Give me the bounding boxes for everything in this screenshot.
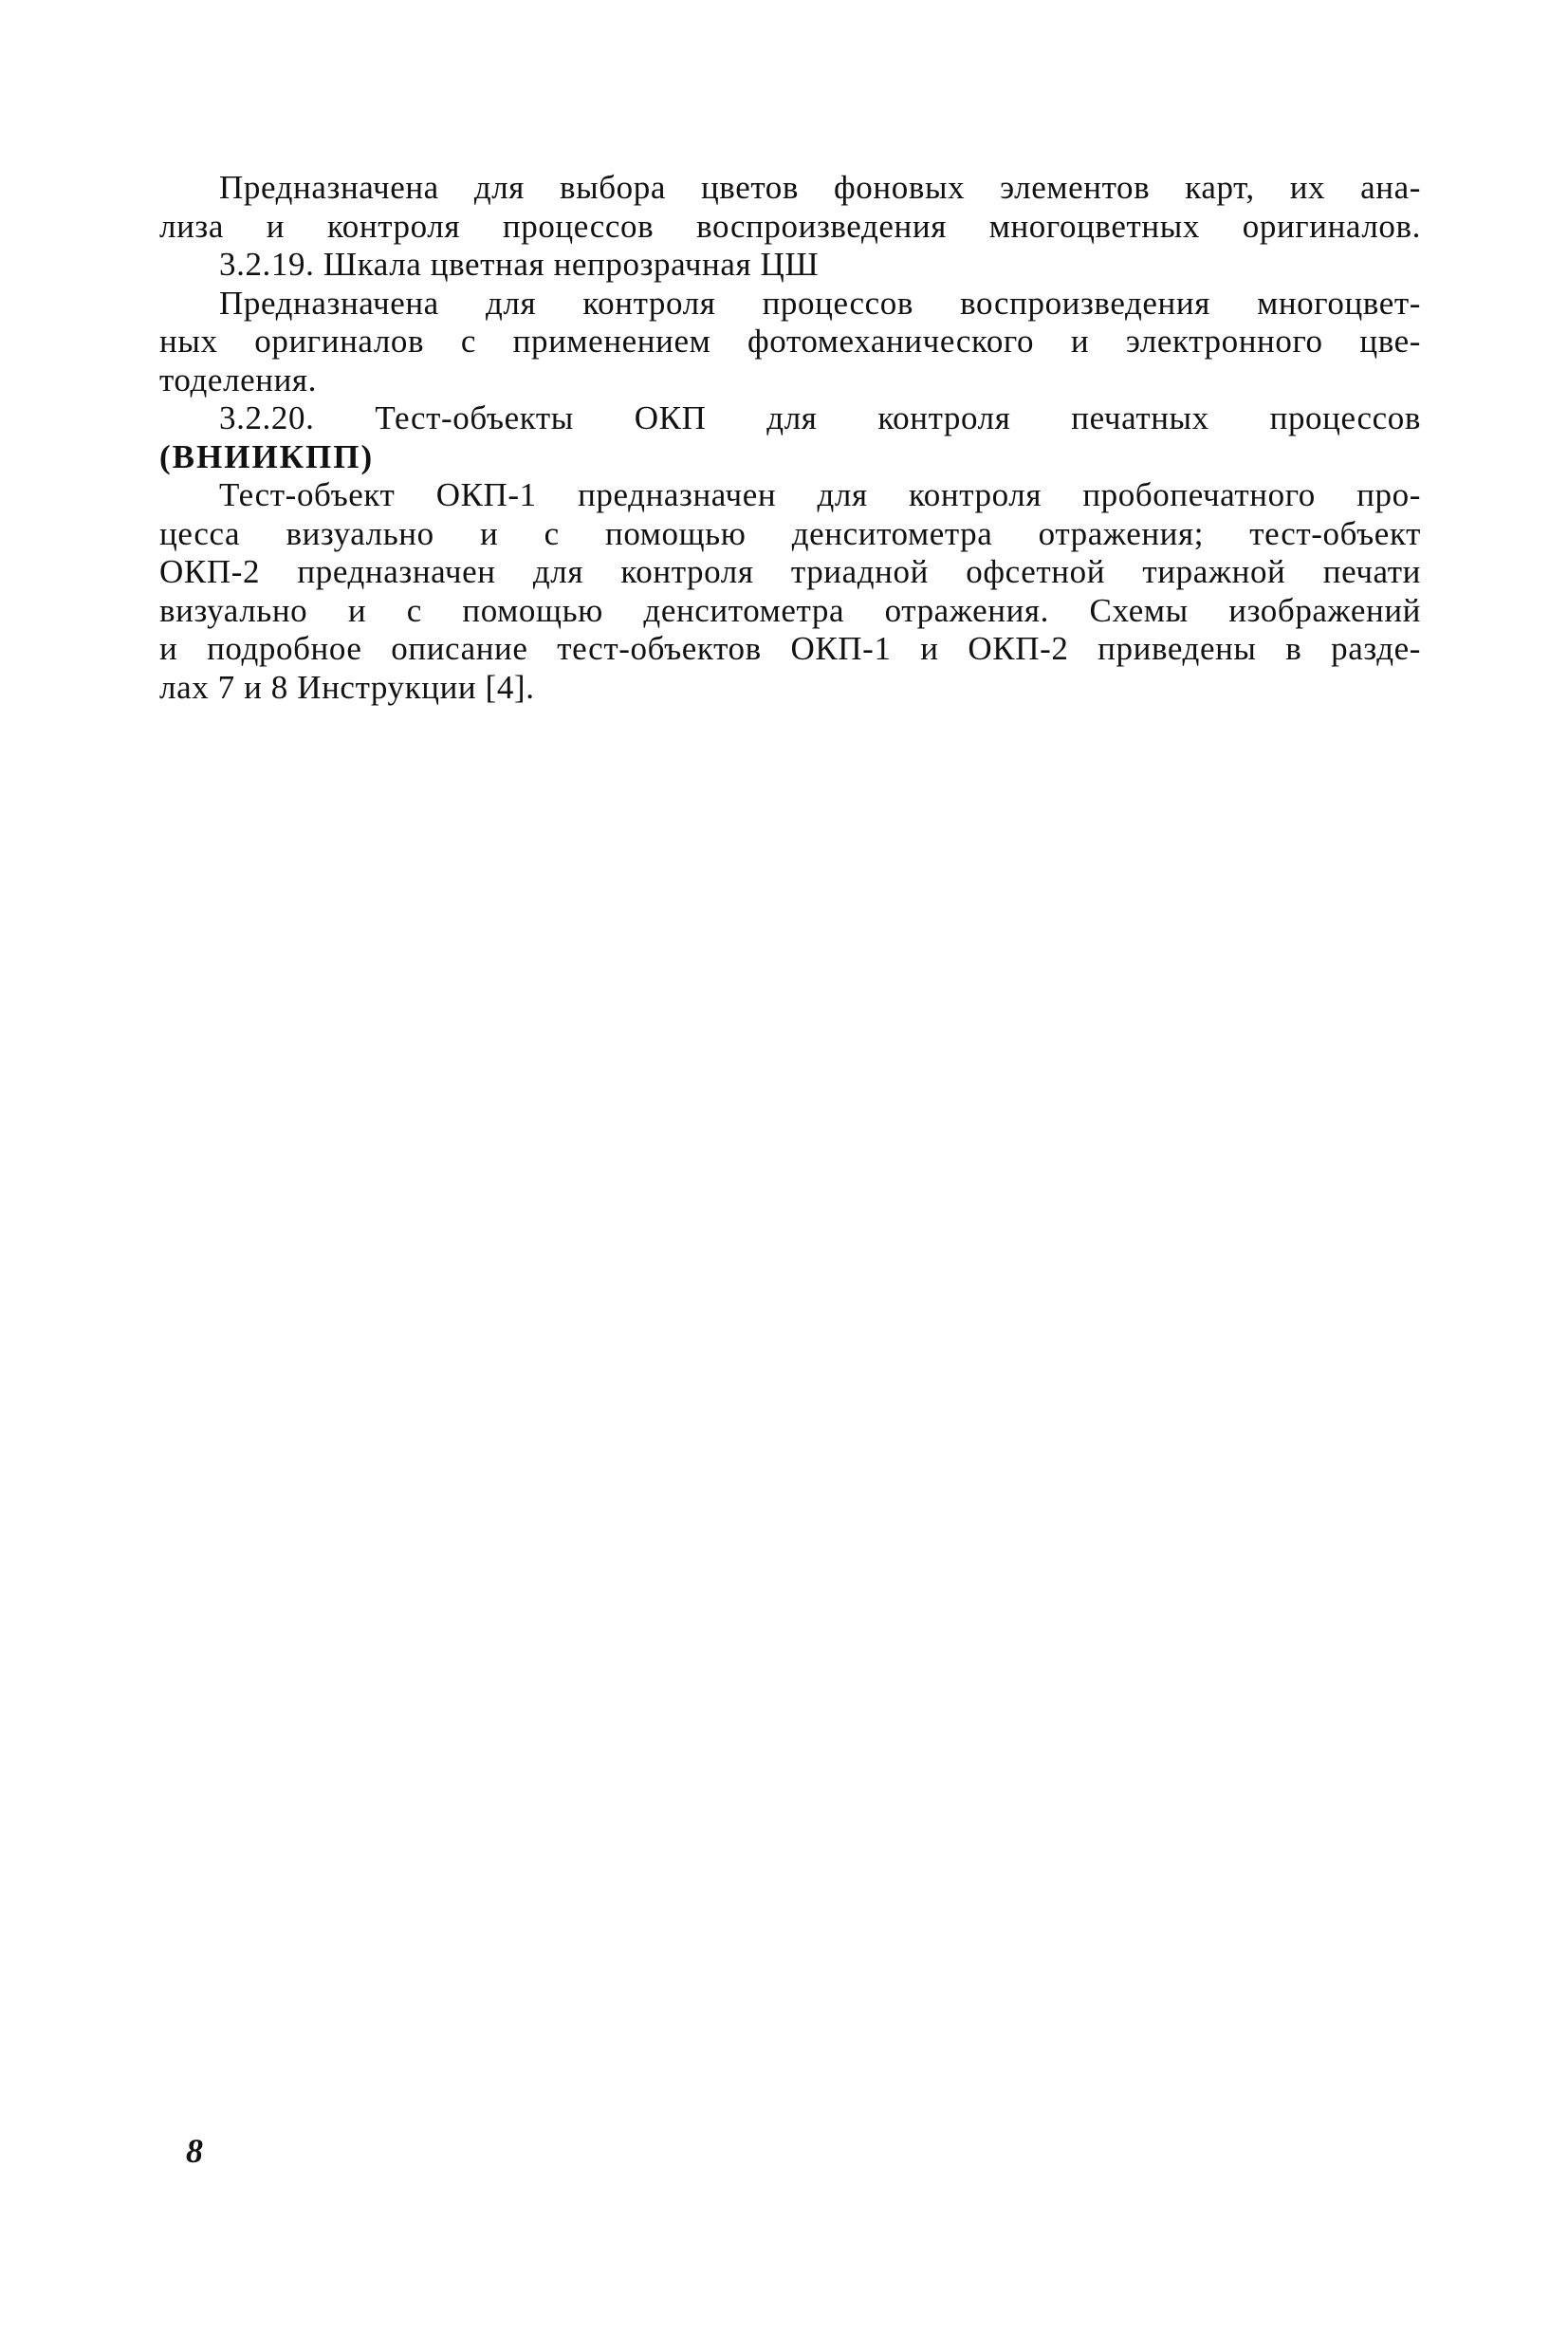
- section-heading-organization: (ВНИИКПП): [159, 437, 375, 475]
- text-line: цесса визуально и с помощью денситометра отражения; тест-объект: [159, 514, 1421, 552]
- text-line: визуально и с помощью денситометра отражения. Схемы изображений: [159, 591, 1421, 629]
- text-line: ОКП-2 предназначен для контроля триадной офсетной тиражной печати: [159, 553, 1421, 590]
- body-text: [159, 169, 1421, 707]
- text-line: лах 7 и 8 Инструкции [4].: [159, 668, 535, 706]
- text-line: лиза и контроля процессов воспроизведения многоцветных оригиналов.: [159, 207, 1421, 245]
- text-line: тоделения.: [159, 361, 317, 398]
- section-heading-3-2-19: 3.2.19. Шкала цветная непрозрачная ЦШ: [219, 246, 820, 283]
- section-heading-3-2-20: 3.2.20. Тест-объекты ОКП для контроля печатных процессов: [219, 399, 1421, 436]
- text-line: Тест-объект ОКП-1 предназначен для контроля пробопечатного про-: [219, 476, 1421, 513]
- text-line: Предназначена для контроля процессов воспроизведения многоцвет-: [219, 284, 1421, 322]
- text-line: ных оригиналов с применением фотомеханического и электронного цве-: [159, 323, 1421, 360]
- text-line: Предназначена для выбора цветов фоновых элементов карт, их ана-: [219, 169, 1421, 206]
- text-line: и подробное описание тест-объектов ОКП-1 и ОКП-2 приведены в разде-: [159, 630, 1421, 667]
- page-number: 8: [186, 2132, 203, 2170]
